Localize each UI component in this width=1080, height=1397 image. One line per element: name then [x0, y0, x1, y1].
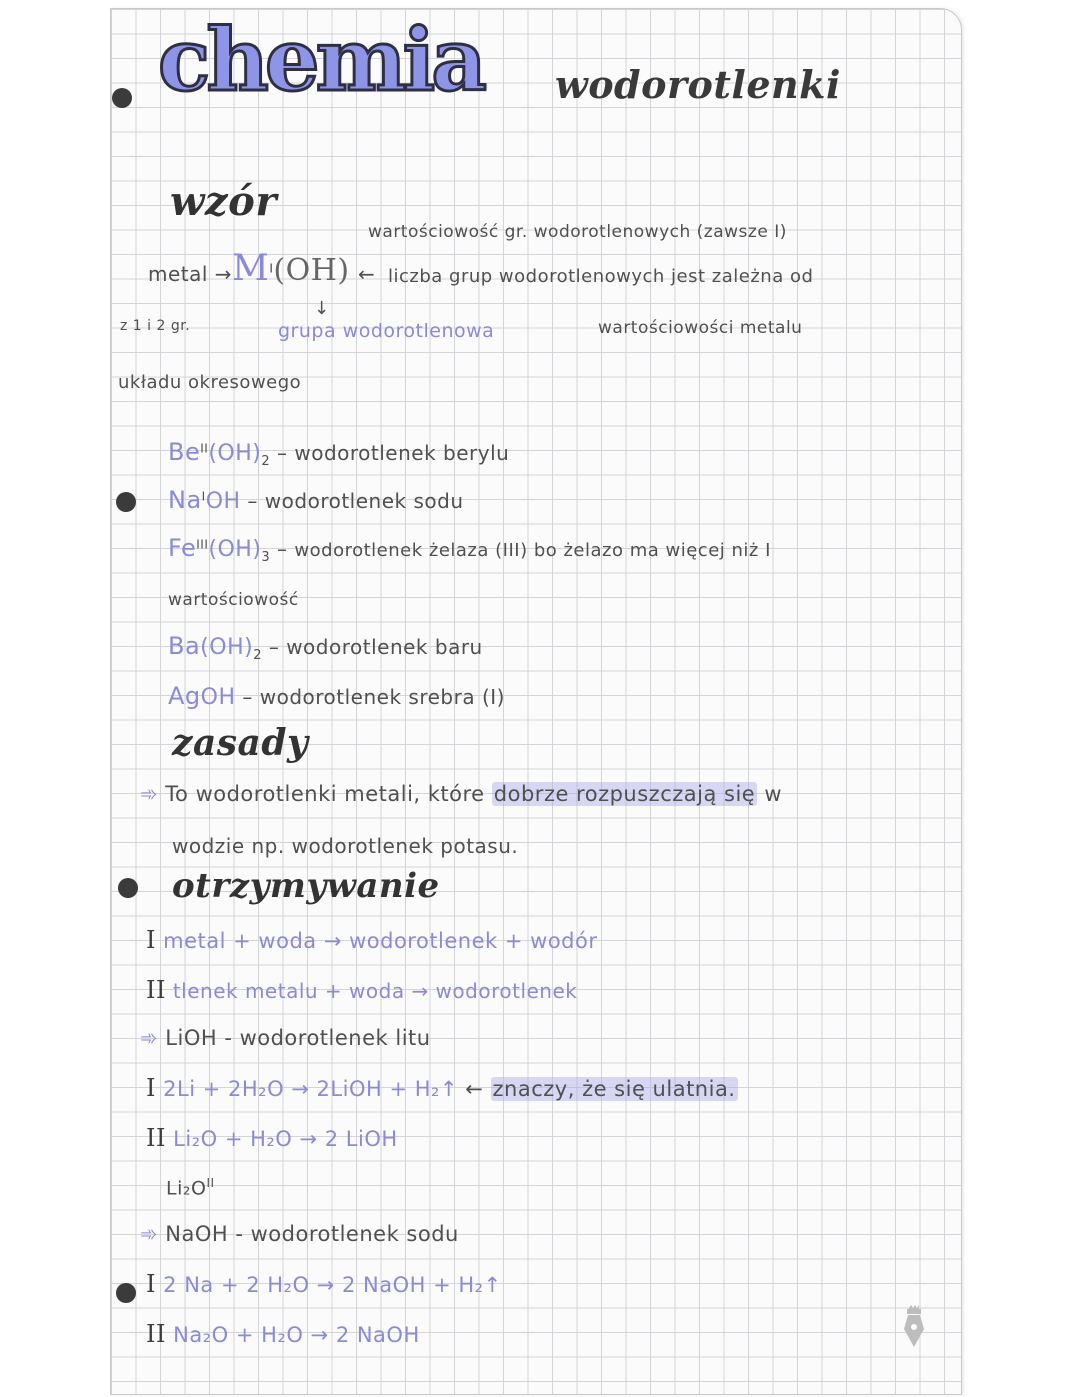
reaction-number: II — [146, 1124, 166, 1152]
example-name: wodorotlenek baru — [286, 635, 483, 659]
method-row — [146, 976, 577, 1004]
formula-metal-symbol: M — [232, 248, 270, 289]
zasady-definition — [140, 782, 782, 806]
reaction-number: I — [146, 1270, 156, 1298]
metal-label-text: metal — [148, 262, 208, 286]
metal-label: metal → — [148, 262, 233, 286]
naoh-title-text: NaOH - wodorotlenek sodu — [165, 1222, 459, 1246]
reaction-equation: Na₂O + H₂O → 2 NaOH — [173, 1323, 420, 1347]
example-index: 3 — [261, 550, 271, 565]
binder-hole — [116, 492, 136, 512]
arrow-down-icon: ↓ — [314, 298, 330, 319]
wartosciowosc-note: wartościowość gr. wodorotlenowych (zawsze I) — [368, 222, 787, 242]
example-symbol: Be — [168, 438, 201, 466]
arrow-left-icon: ← — [465, 1077, 484, 1101]
group-note: z 1 i 2 gr. — [120, 318, 191, 334]
group-note-cont: układu okresowego — [118, 372, 302, 393]
grupa-label: grupa wodorotlenowa — [278, 320, 495, 342]
reaction-row — [146, 1124, 398, 1152]
example-row: $Fe^{III}(OH)_3$ – wodorotlenek żelaza (III) bo żelazo ma więcej niż I — [168, 534, 771, 565]
example-name: wodorotlenek sodu — [264, 489, 464, 513]
subject-logo: chemia — [158, 10, 483, 111]
pen-nib-icon — [900, 1305, 928, 1349]
zasady-highlight: dobrze rozpuszczają się — [493, 782, 756, 806]
zasady-text-post: w — [764, 782, 783, 806]
example-name: wodorotlenek berylu — [294, 441, 510, 465]
example-name: wodorotlenek żelaza (III) bo żelazo ma więcej niż I — [294, 540, 771, 561]
method-text: metal + woda → wodorotlenek + wodór — [163, 929, 598, 953]
example-valence: III — [196, 537, 209, 552]
section-heading-wzor: wzór — [170, 178, 277, 225]
reaction-equation: 2 Na + 2 H₂O → 2 NaOH + H₂↑ — [163, 1273, 502, 1297]
arrow-right-icon: ➾ — [140, 1222, 159, 1246]
naoh-title — [140, 1222, 459, 1246]
reaction-aside — [166, 1176, 215, 1199]
example-index: 2 — [253, 648, 262, 663]
example-continuation: wartościowość — [168, 590, 299, 610]
reaction-row — [146, 1270, 502, 1298]
arrow-left-icon: ← — [358, 262, 376, 286]
method-number: I — [146, 926, 156, 954]
reaction-note: znaczy, że się ulatnia. — [492, 1077, 736, 1101]
formula-metal-valence: I — [269, 261, 274, 276]
arrow-right-icon: ➾ — [140, 782, 159, 806]
reaction-aside-valence: II — [206, 1176, 215, 1190]
reaction-aside-formula: Li₂O — [166, 1177, 207, 1200]
example-row: $Na^IOH$ – wodorotlenek sodu — [168, 486, 464, 514]
lioh-title-text: LiOH - wodorotlenek litu — [165, 1026, 431, 1050]
example-row: AgOH – wodorotlenek srebra (I) — [168, 682, 505, 710]
example-hydroxyl: OH — [200, 685, 236, 710]
reaction-number: I — [146, 1074, 156, 1102]
example-hydroxyl: (OH) — [208, 537, 262, 562]
method-number: II — [146, 976, 166, 1004]
method-row — [146, 926, 597, 954]
formula-hydroxyl: (OH) — [273, 253, 350, 288]
section-heading-zasady: zasady — [172, 722, 309, 764]
liczba-note: liczba grup wodorotlenowych jest zależna od — [388, 266, 814, 287]
binder-hole — [116, 1283, 136, 1303]
example-symbol: Na — [168, 486, 202, 514]
example-symbol: Ba — [168, 632, 201, 660]
reaction-row — [146, 1320, 420, 1348]
example-valence: II — [200, 441, 209, 456]
general-formula — [232, 248, 350, 289]
example-row: $Ba(OH)_2$ – wodorotlenek baru — [168, 632, 483, 663]
example-index: 2 — [261, 454, 271, 469]
example-symbol: Ag — [168, 682, 201, 710]
example-hydroxyl: (OH) — [200, 635, 254, 660]
topic-title: wodorotlenki — [555, 62, 841, 107]
zasady-definition-cont: wodzie np. wodorotlenek potasu. — [172, 834, 519, 858]
example-row: $Be^{II}(OH)_2$ – wodorotlenek berylu — [168, 438, 510, 469]
arrow-right-icon: ➾ — [140, 1026, 159, 1050]
lioh-title — [140, 1026, 431, 1050]
binder-hole — [118, 878, 138, 898]
liczba-note-cont: wartościowości metalu — [598, 318, 803, 338]
example-hydroxyl: (OH) — [208, 441, 262, 466]
reaction-equation: 2Li + 2H₂O → 2LiOH + H₂↑ — [163, 1077, 459, 1101]
method-text: tlenek metalu + woda → wodorotlenek — [172, 979, 578, 1003]
reaction-row — [146, 1074, 738, 1102]
reaction-equation: Li₂O + H₂O → 2 LiOH — [173, 1127, 398, 1151]
section-heading-otrzymywanie: otrzymywanie — [172, 866, 440, 906]
example-hydroxyl: OH — [205, 489, 241, 514]
binder-hole — [112, 88, 132, 108]
zasady-text-pre: To wodorotlenki metali, które — [165, 782, 485, 806]
example-symbol: Fe — [168, 534, 197, 562]
reaction-number: II — [146, 1320, 166, 1348]
example-valence: I — [201, 489, 206, 504]
example-name: wodorotlenek srebra (I) — [259, 685, 505, 709]
